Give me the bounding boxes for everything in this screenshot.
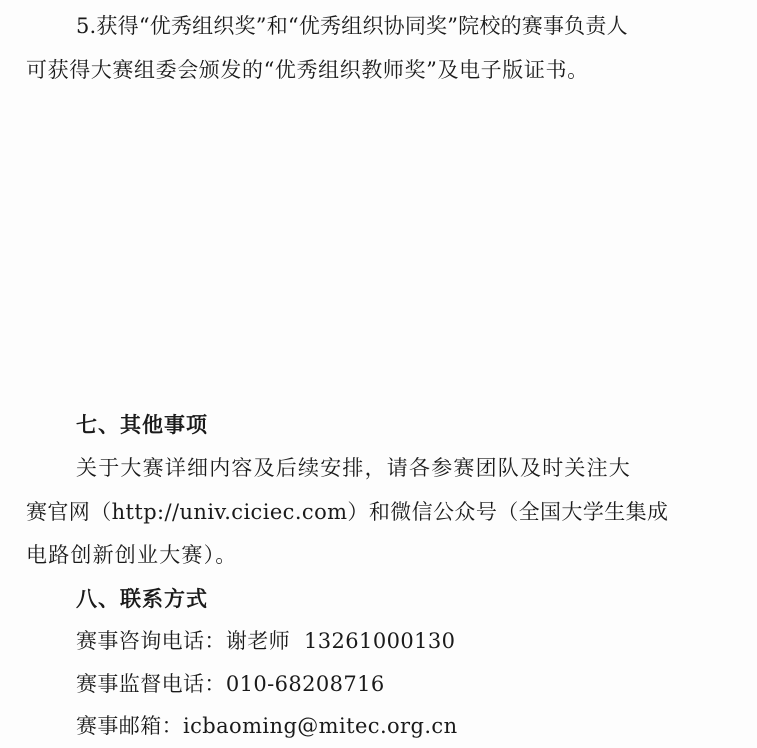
other-matters-line-2: 赛官网（http://univ.ciciec.com）和微信公众号（全国大学生集成 [26,500,669,524]
section-heading-contact: 八、联系方式 [76,586,208,611]
supervise-phone-number: 010-68208716 [225,672,385,696]
email-row [76,716,458,737]
consult-contact-name: 谢老师 [225,629,291,653]
other-matters-line-1: 关于大赛详细内容及后续安排，请各参赛团队及时关注大 [76,456,631,480]
supervise-phone-row [76,674,385,695]
email-label: 赛事邮箱： [76,714,183,738]
section-heading-other-matters: 七、其他事项 [76,412,208,437]
other-matters-line-3: 电路创新创业大赛）。 [26,543,238,567]
supervise-phone-label: 赛事监督电话： [76,672,226,696]
consult-phone-number: 13261000130 [304,629,456,653]
consult-phone-row [76,631,455,652]
award-paragraph-line-1: 5.获得“优秀组织奖”和“优秀组织协同奖”院校的赛事负责人 [76,14,628,38]
award-paragraph-line-2: 可获得大赛组委会颁发的“优秀组织教师奖”及电子版证书。 [26,58,589,82]
consult-phone-label: 赛事咨询电话： [76,629,226,653]
email-address: icbaoming@mitec.org.cn [183,714,458,738]
